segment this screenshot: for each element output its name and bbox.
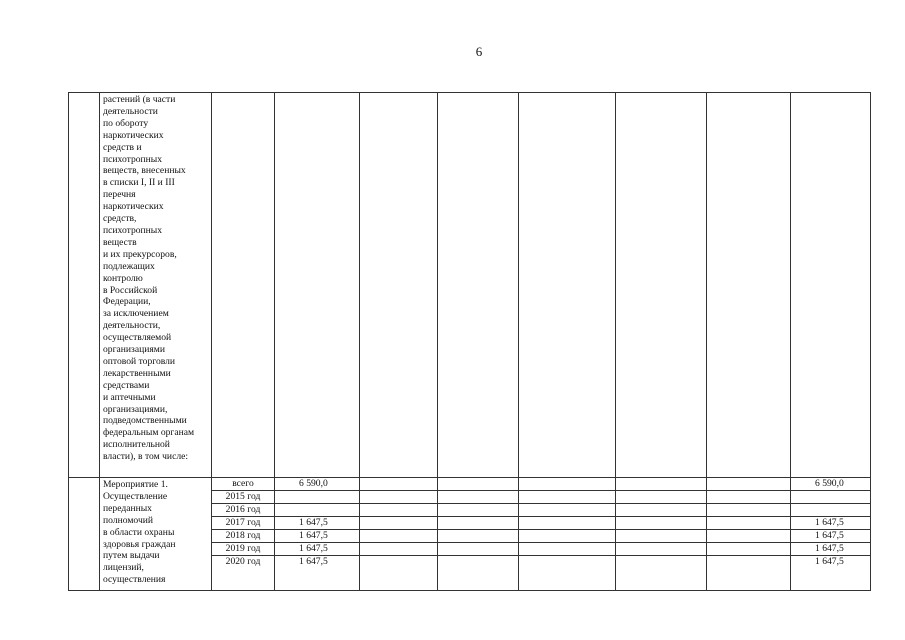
total-cell: 1 647,5 (275, 556, 360, 591)
value-cell (438, 556, 519, 591)
description-line: перечня (103, 189, 136, 201)
description-line: лекарственными (103, 367, 171, 379)
year-cell: 2019 год (212, 543, 275, 556)
page-number: 6 (475, 44, 483, 59)
value-cell (519, 491, 616, 504)
year-cell: 2016 год (212, 504, 275, 517)
value-cell (360, 93, 438, 478)
description-line: Мероприятие 1. (103, 479, 168, 490)
budget-table (68, 92, 871, 591)
table-row (69, 478, 871, 491)
total-cell (275, 93, 360, 478)
value-cell (438, 504, 519, 517)
value-cell (360, 543, 438, 556)
value-cell (438, 491, 519, 504)
description-line: исполнительной (103, 439, 170, 451)
description-line: наркотических (103, 201, 164, 213)
description-line: переданных (103, 502, 152, 514)
value-cell (519, 517, 616, 530)
year-cell: всего (212, 478, 275, 491)
description-line: Федерации, (103, 296, 151, 308)
value-cell (519, 556, 616, 591)
value-cell (707, 478, 791, 491)
description-line: организациями, (103, 403, 168, 415)
description-line: подлежащих (103, 260, 155, 272)
description-line: осуществляемой (103, 332, 172, 344)
description-line: веществ, внесенных (103, 165, 186, 177)
year-cell (212, 93, 275, 478)
description-line: в области охраны (103, 526, 175, 538)
description-line: веществ (103, 236, 137, 248)
description-line: в списки I, II и III (103, 177, 175, 189)
value-cell (360, 530, 438, 543)
number-cell (69, 478, 100, 591)
value-cell (616, 543, 707, 556)
value-cell (616, 478, 707, 491)
description-line: Осуществление (103, 490, 168, 502)
value-cell (438, 530, 519, 543)
total-cell: 6 590,0 (275, 478, 360, 491)
value-cell (360, 491, 438, 504)
value-cell (616, 504, 707, 517)
value-cell (707, 93, 791, 478)
description-line: федеральным органам (103, 427, 195, 439)
value-cell (791, 93, 871, 478)
value-cell (519, 504, 616, 517)
total-cell (275, 504, 360, 517)
value-cell (438, 517, 519, 530)
value-cell (360, 504, 438, 517)
description-line: полномочий (103, 514, 154, 526)
value-cell (519, 478, 616, 491)
description-line: подведомственными (103, 415, 187, 427)
event-description-cell (100, 478, 212, 591)
description-line: организациями (103, 344, 165, 356)
value-cell (360, 556, 438, 591)
value-cell (438, 93, 519, 478)
total-cell (275, 491, 360, 504)
value-cell (616, 556, 707, 591)
description-line: путем выдачи (103, 550, 160, 562)
description-line: психотропных (103, 224, 163, 236)
value-cell (707, 491, 791, 504)
last-value-cell: 1 647,5 (791, 556, 871, 591)
description-line: власти), в том числе: (103, 451, 189, 463)
year-cell: 2015 год (212, 491, 275, 504)
description-line: контролю (103, 272, 143, 284)
year-cell: 2018 год (212, 530, 275, 543)
value-cell (707, 530, 791, 543)
value-cell (519, 530, 616, 543)
description-line: деятельности (103, 105, 158, 117)
description-line: средств, (103, 213, 137, 225)
value-cell (707, 543, 791, 556)
description-line: наркотических (103, 129, 164, 141)
description-line: в Российской (103, 284, 158, 296)
last-value-cell (791, 491, 871, 504)
last-value-cell: 1 647,5 (791, 530, 871, 543)
value-cell (616, 517, 707, 530)
value-cell (519, 93, 616, 478)
table-row (69, 93, 871, 478)
value-cell (707, 517, 791, 530)
description-line: деятельности, (103, 320, 161, 332)
value-cell (438, 543, 519, 556)
description-line: по обороту (103, 117, 149, 129)
description-line: средствами (103, 379, 150, 391)
description-line: и аптечными (103, 391, 156, 403)
total-cell: 1 647,5 (275, 530, 360, 543)
description-line: здоровья граждан (103, 538, 176, 550)
description-cell (100, 93, 212, 478)
year-cell: 2017 год (212, 517, 275, 530)
last-value-cell: 1 647,5 (791, 543, 871, 556)
total-cell: 1 647,5 (275, 543, 360, 556)
value-cell (707, 556, 791, 591)
value-cell (616, 530, 707, 543)
value-cell (616, 93, 707, 478)
value-cell (360, 517, 438, 530)
total-cell: 1 647,5 (275, 517, 360, 530)
description-line: психотропных (103, 153, 163, 165)
description-line: лицензий, (103, 562, 144, 574)
description-line: и их прекурсоров, (103, 248, 177, 260)
last-value-cell (791, 504, 871, 517)
description-line: растений (в части (103, 94, 176, 105)
year-cell: 2020 год (212, 556, 275, 591)
number-cell (69, 93, 100, 478)
value-cell (438, 478, 519, 491)
last-value-cell: 6 590,0 (791, 478, 871, 491)
description-line: оптовой торговли (103, 355, 176, 367)
value-cell (707, 504, 791, 517)
description-line: средств и (103, 141, 142, 153)
description-line: за исключением (103, 308, 169, 320)
description-line: осуществления (103, 574, 166, 586)
last-value-cell: 1 647,5 (791, 517, 871, 530)
value-cell (519, 543, 616, 556)
value-cell (616, 491, 707, 504)
value-cell (360, 478, 438, 491)
